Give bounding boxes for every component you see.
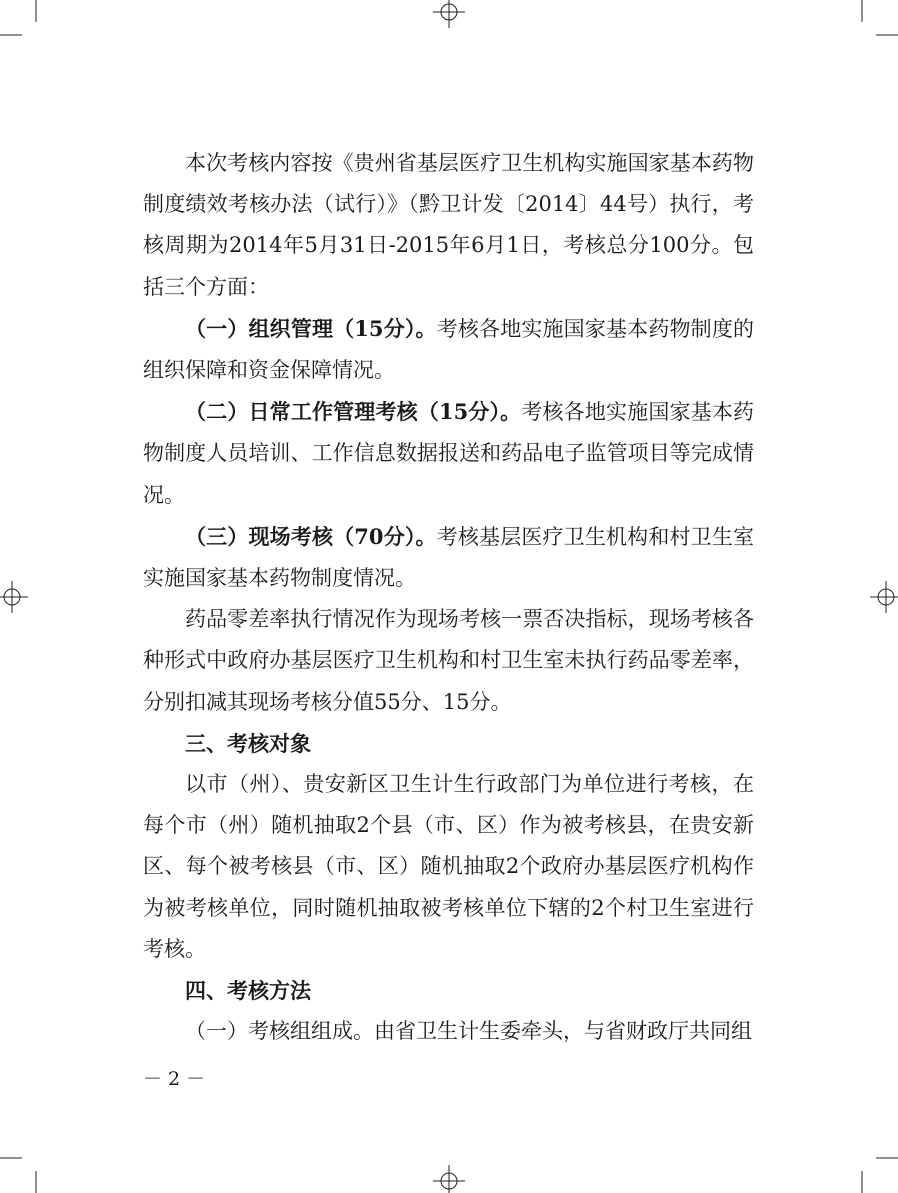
item2-paragraph (143, 391, 754, 516)
section3-paragraph: 以市（州）、贵安新区卫生计生行政部门为单位进行考核，在每个市（州）随机抽取2个县（市、区）作为被考核县，在贵安新区、每个被考核县（市、区）随机抽取2个政府办基层医疗机构作为被考核单位，同时随机抽取被考核单位下辖的2个村卫生室进行考核。 (143, 772, 754, 961)
item1-body: 考核各地实施国家基本药物制度的组织保障和资金保障情况。 (143, 316, 754, 383)
item2-body: 考核各地实施国家基本药物制度人员培训、工作信息数据报送和药品电子监管项目等完成情况。 (143, 400, 754, 507)
page-number: － 2 － (143, 1068, 206, 1090)
zero-markup-paragraph: 药品零差率执行情况作为现场考核一票否决指标，现场考核各种形式中政府办基层医疗卫生机构和村卫生室未执行药品零差率，分别扣减其现场考核分值55分、15分。 (143, 607, 754, 714)
section4-title: 四、考核方法 (185, 978, 311, 1004)
item3-heading: （三）现场考核（70分）。 (185, 523, 437, 549)
document-body (143, 143, 754, 1052)
section3-title: 三、考核对象 (185, 730, 311, 756)
item3-body: 考核基层医疗卫生机构和村卫生室实施国家基本药物制度情况。 (143, 524, 754, 591)
item1-paragraph (143, 308, 754, 391)
item1-heading: （一）组织管理（15分）。 (185, 315, 437, 341)
section4-paragraph: （一）考核组组成。由省卫生计生委牵头，与省财政厅共同组 (185, 1019, 752, 1044)
intro-paragraph: 本次考核内容按《贵州省基层医疗卫生机构实施国家基本药物制度绩效考核办法（试行）》（黔卫计发〔2014〕44号）执行，考核周期为2014年5月31日-2015年6月1日，考核总分100分。包括三个方面： (143, 151, 754, 299)
item3-paragraph (143, 516, 754, 599)
item2-heading: （二）日常工作管理考核（15分）。 (185, 399, 522, 425)
